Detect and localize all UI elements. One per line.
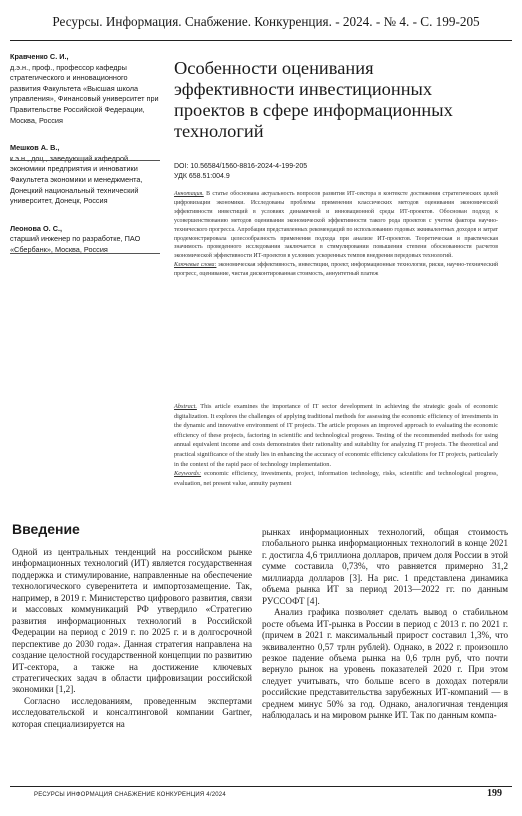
author-block [10,143,160,207]
author-name: Кравченко С. И., [10,52,69,61]
abstract-en [174,402,498,488]
keywords-label: Ключевые слова: [174,262,217,269]
doi: DOI: 10.56584/1560-8816-2024-4-199-205 [174,163,308,170]
keywords-text: экономическая эффективность, инвестиции, проект, информационные технологии, риски, научно-технический прогресс, оценивание, чистая дисконтированная стоимость, аннуитетный платеж [174,262,498,278]
page-number: 199 [487,788,502,799]
doi-block [174,162,307,182]
journal-header: Ресурсы. Информация. Снабжение. Конкуренция. - 2024. - № 4. - С. 199-205 [52,14,480,29]
body-paragraph: Согласно исследованиям, проведенным экспертами исследовательской и консалтинговой компании Gartner, которая специализируется на [12,695,252,729]
body-column-right [262,527,508,722]
author-divider [10,253,160,254]
keywords-text: economic efficiency, investments, project, information technology, risks, scientific and technological progress, evaluation, net present value, annuity payment [174,470,498,487]
footer-journal: РЕСУРСЫ ИНФОРМАЦИЯ СНАБЖЕНИЕ КОНКУРЕНЦИЯ 4/2024 [34,792,226,798]
author-affiliation: старший инженер по разработке, ПАО «Сбербанк», Москва, Россия [10,234,141,254]
abstract-label: Abstract. [174,403,197,410]
author-name: Леонова О. С., [10,223,63,233]
author-name: Мешков А. В., [10,143,60,153]
body-paragraph: Анализ графика позволяет сделать вывод о стабильном росте объема ИТ-рынка в России в период с 2013 г. по 2021 г. (причем в 2021 г. максимальный прирост составил 1,3%, что эквивалентно 0,57 трлн рублей). Однако, в 2022 г. произошло резкое падение объема рынка на 0,6 трлн руб, что почти вернуло рынок на уровень показателей 2020 г. При этом следует учитывать, что больше всего в доходах потеряли российские представительства зарубежных ИТ-компаний — в среднем минус 50% за год. Однако, аналогичная тенденция наблюдалась и на мировом рынке ИТ. Так по данным компа- [262,607,508,721]
body-paragraph: рынках информационных технологий, общая стоимость глобального рынка информационных технологий в конце 2021 г. достигла 4,6 триллиона долларов, причем доля России в этой сумме составила 0,73%, что равняется примерно 31,2 миллиарда долларов [3]. На рис. 1 представлена динамика объема рынка ИТ за период 2013—2022 гг. по данным РУССОФТ [4]. [262,527,508,606]
udc: УДК 658.51:004.9 [174,173,230,180]
body-paragraph: Одной из центральных тенденций на российском рынке информационных технологий (ИТ) является государственная поддержка и стимулирование, направленные на обеспечение технологического суверенитета и импортозамещение. Так, например, в 2019 г. Министерство цифрового развития, связи и массовых коммуникаций РФ утвердило «Стратегию развития информационных технологий в Российской Федерации на период с 2019 г. по 2025 г. и в долгосрочной перспективе до 2030 года». Данная стратегия направлена на создание целостной государственной концепции по развитию ИТ-сектора, а также на достижение ключевых стратегических задач в области цифровизации российской экономики [1,2]. [12,547,252,695]
footer-rule [10,786,512,787]
abstract-ru [174,190,498,279]
keywords-label: Keywords: [174,470,202,478]
author-block [10,52,160,126]
abstract-label: Аннотация. [174,191,204,197]
author-affiliation: к.э.н., доц., заведующий кафедрой экономики предприятия и инноватики Факультета экономики и менеджмента, Донецкий национальный технический университет, Донецк, Россия [10,153,143,206]
author-divider [10,160,160,161]
abstract-text: В статье обоснована актуальность вопросов развития ИТ-сектора в контексте достижения стратегических целей цифровизации экономики. Исследованы проблемы применения классических методов оценивания экономической эффективности инвестиций в условиях динамичной и инновационной среды ИТ-проектов. Обоснован подход к усовершенствованию методов оценивания экономической эффективности такого рода проектов с учетом фактора научно-технического прогресса. Апробация представленных рекомендаций по использованию годовых эквивалентных доходов и затрат продемонстрировала целесообразность применения подхода при анализе ИТ-проектов. Теоретическая и практическая значимость проведенного исследования заключается в стимулировании повышения степени обоснованности расчетов экономической эффективности ИТ-проектов в условиях ускоренных темпов внедрения передовых технологий. [174,191,498,260]
section-heading: Введение [12,521,80,537]
header-rule [10,40,512,41]
authors-column [10,52,160,273]
abstract-text: This article examines the importance of IT sector development in achieving the strategic goals of economic digitalization. It explores the challenges of applying traditional methods for assessing the economic efficiency of investments in the dynamic and innovative environment of IT projects. The article proposes an improved approach to evaluating the economic efficiency of these projects, factoring in scientific and technological progress. Testing of the recommended methods for using annual equivalent income and costs demonstrates their rationality and suitability for analyzing IT projects. The theoretical and practical significance of the study lies in enhancing the accuracy of economic efficiency calculations for IT projects, particularly in the context of the rapid pace of technology implementation. [174,403,498,468]
body-column-left [12,547,252,730]
article-title: Особенности оценивания эффективности инвестиционных проектов в сфере информационных технологий [174,58,453,141]
author-affiliation: д.э.н., проф., профессор кафедры стратегического и инновационного развития Факультета «Высшая школа управления», Финансовый университет при Правительстве Российской Федерации, Москва, Россия [10,62,159,125]
author-block [10,224,160,256]
